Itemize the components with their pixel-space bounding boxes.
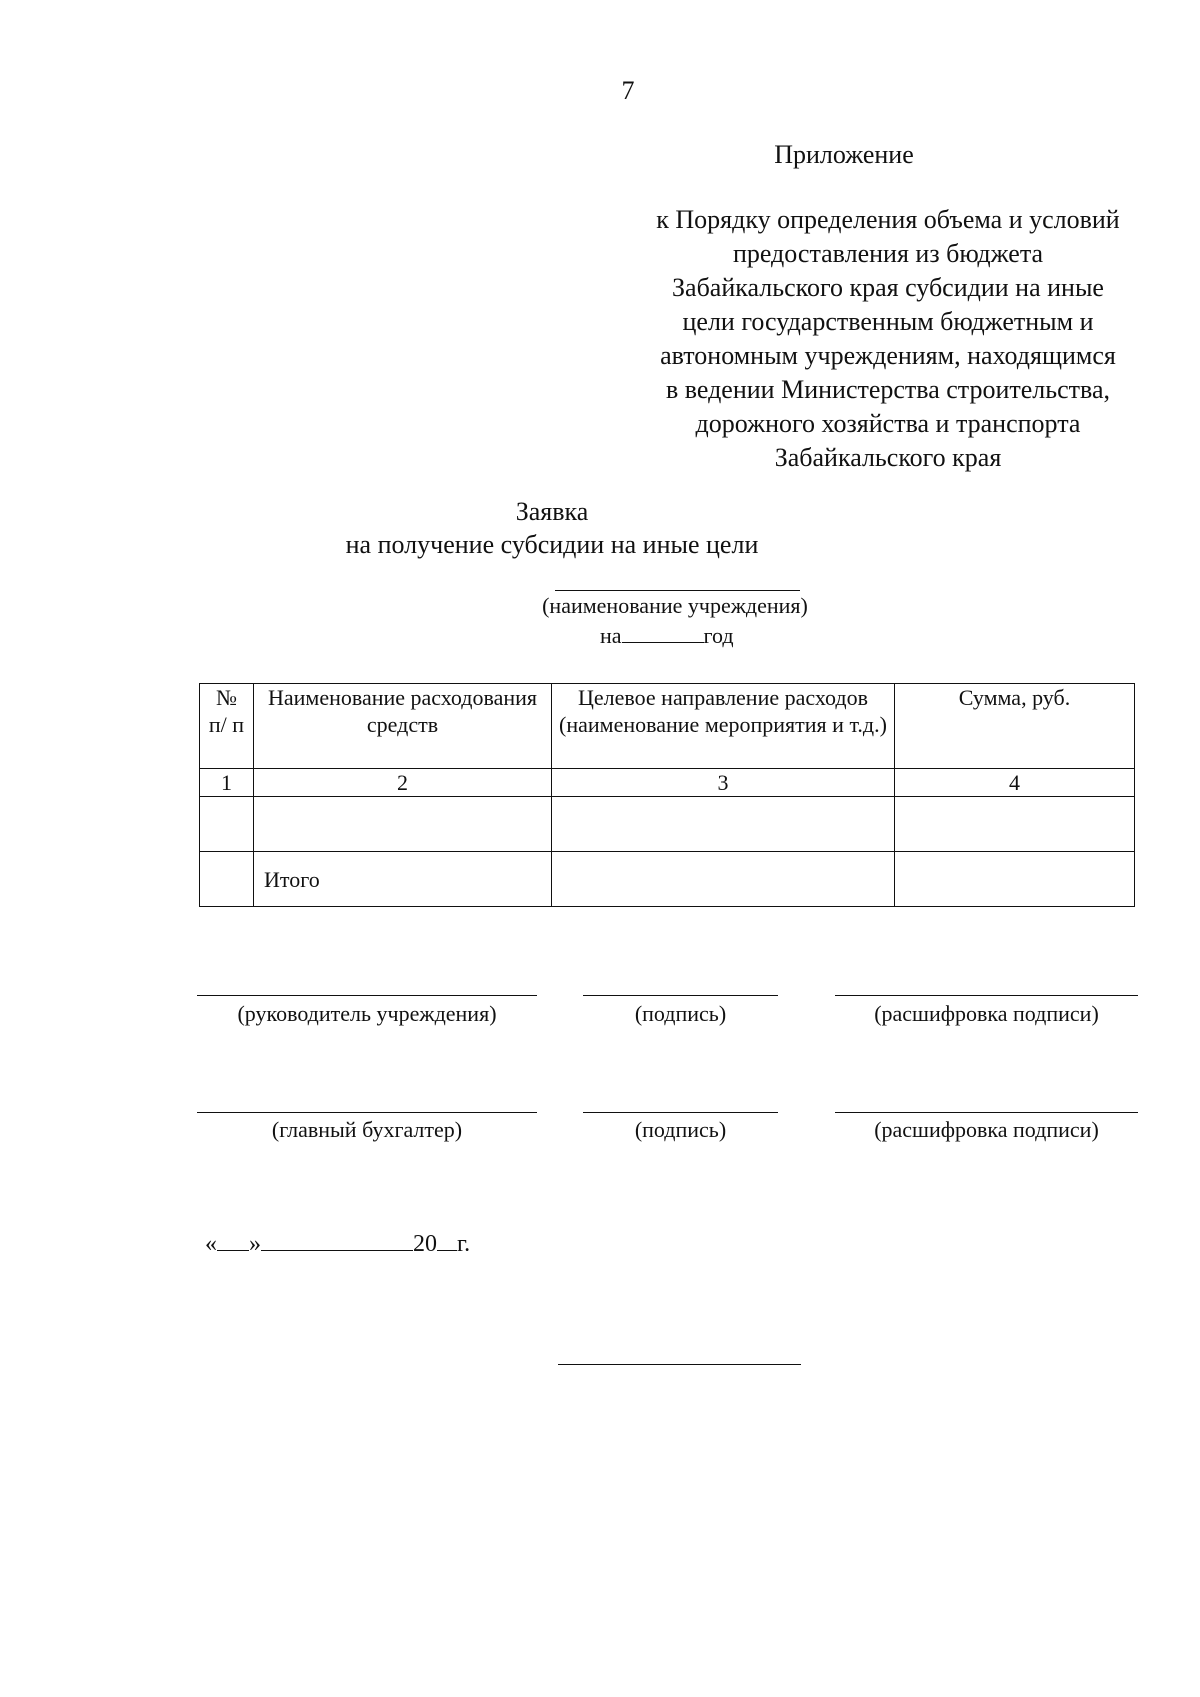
column-number: 3 bbox=[552, 769, 895, 797]
column-number: 1 bbox=[200, 769, 254, 797]
table-cell[interactable] bbox=[552, 852, 895, 907]
head-decoding-line[interactable] bbox=[835, 995, 1138, 996]
header-number: № п/ п bbox=[200, 684, 254, 769]
annex-title: Приложение bbox=[774, 140, 914, 169]
annex-line: автономным учреждениям, находящимся bbox=[660, 341, 1116, 370]
total-label: Итого bbox=[254, 852, 552, 907]
head-decoding-caption: (расшифровка подписи) bbox=[874, 1001, 1099, 1026]
table-row bbox=[200, 797, 1135, 852]
head-position-line[interactable] bbox=[197, 995, 537, 996]
application-subtitle: на получение субсидии на иные цели bbox=[345, 530, 759, 559]
date-year-prefix: 20 bbox=[413, 1231, 437, 1257]
annex-line: в ведении Министерства строительства, bbox=[665, 375, 1111, 404]
header-expense-name: Наименование расходования средств bbox=[254, 684, 552, 769]
accountant-signature-line[interactable] bbox=[583, 1112, 778, 1113]
date-line bbox=[205, 1230, 470, 1258]
annex-text bbox=[618, 203, 1158, 475]
date-year-suffix: г. bbox=[457, 1231, 471, 1257]
header-amount: Сумма, руб. bbox=[895, 684, 1135, 769]
year-digits-blank[interactable] bbox=[437, 1230, 457, 1251]
closing-separator bbox=[558, 1364, 801, 1365]
application-title: Заявка bbox=[515, 497, 589, 526]
accountant-signature-caption: (подпись) bbox=[634, 1117, 727, 1142]
head-signature-caption: (подпись) bbox=[634, 1001, 727, 1026]
date-close-quote: » bbox=[249, 1231, 261, 1257]
annex-line: Забайкальского края bbox=[774, 443, 1002, 472]
annex-line: предоставления из бюджета bbox=[732, 239, 1044, 268]
table-cell[interactable] bbox=[254, 797, 552, 852]
column-number: 4 bbox=[895, 769, 1135, 797]
total-row bbox=[200, 852, 1135, 907]
table-cell bbox=[200, 852, 254, 907]
expenses-table bbox=[199, 683, 1135, 907]
column-number-row bbox=[200, 769, 1135, 797]
column-number: 2 bbox=[254, 769, 552, 797]
header-target-direction: Целевое направление расходов (наименование мероприятия и т.д.) bbox=[552, 684, 895, 769]
accountant-caption: (главный бухгалтер) bbox=[271, 1117, 463, 1142]
year-prefix: на bbox=[600, 623, 622, 648]
table-cell[interactable] bbox=[552, 797, 895, 852]
year-suffix: год bbox=[703, 623, 734, 648]
annex-line: к Порядку определения объема и условий bbox=[656, 205, 1120, 234]
table-cell[interactable] bbox=[200, 797, 254, 852]
date-open-quote: « bbox=[205, 1231, 217, 1257]
annex-line: дорожного хозяйства и транспорта bbox=[695, 409, 1081, 438]
table-header-row bbox=[200, 684, 1135, 769]
month-blank[interactable] bbox=[261, 1230, 413, 1251]
year-blank[interactable] bbox=[622, 622, 704, 643]
institution-name-blank[interactable] bbox=[555, 590, 800, 591]
institution-caption: (наименование учреждения) bbox=[542, 593, 808, 618]
total-amount-cell[interactable] bbox=[895, 852, 1135, 907]
table-cell[interactable] bbox=[895, 797, 1135, 852]
annex-line: Забайкальского края субсидии на иные bbox=[672, 273, 1104, 302]
head-signature-line[interactable] bbox=[583, 995, 778, 996]
accountant-decoding-caption: (расшифровка подписи) bbox=[874, 1117, 1099, 1142]
page-number: 7 bbox=[621, 76, 635, 105]
day-blank[interactable] bbox=[217, 1230, 249, 1251]
annex-line: цели государственным бюджетным и bbox=[682, 307, 1094, 336]
year-line bbox=[600, 622, 734, 649]
accountant-decoding-line[interactable] bbox=[835, 1112, 1138, 1113]
accountant-position-line[interactable] bbox=[197, 1112, 537, 1113]
head-caption: (руководитель учреждения) bbox=[237, 1001, 497, 1026]
